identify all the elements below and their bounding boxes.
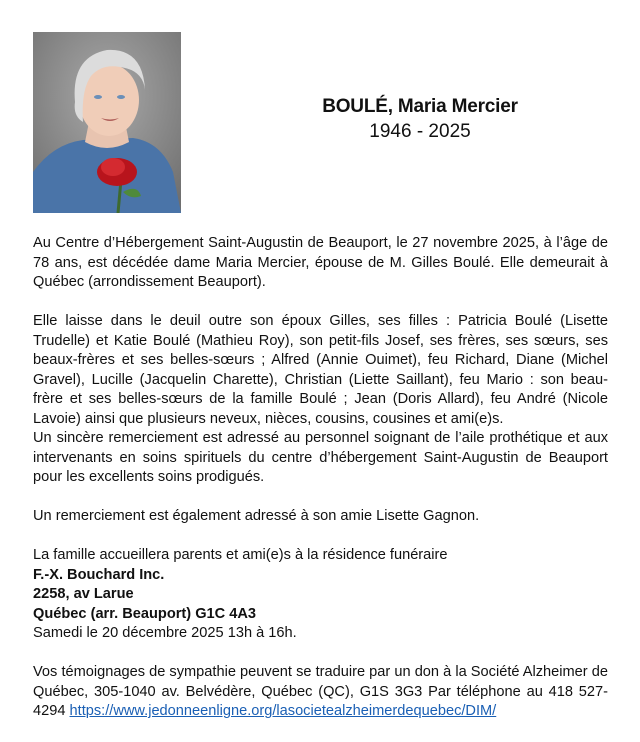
donation-link[interactable]: https://www.jedonneenligne.org/lasocietealzheimerdequebec/DIM/ <box>69 703 497 719</box>
visitation-intro: La famille accueillera parents et ami(e)s à la résidence funéraire <box>33 547 448 563</box>
thanks-paragraph: Un sincère remerciement est adressé au personnel soignant de l’aile prothétique et aux intervenants en soins spirituels du centre d’hébergement Saint-Augustin de Beauport pour les excellents soins prodigués. <box>33 430 608 485</box>
death-notice-paragraph: Au Centre d’Hébergement Saint-Augustin de Beauport, le 27 novembre 2025, à l’âge de 78 ans, est décédée dame Maria Mercier, épouse de M. Gilles Boulé. Elle demeurait à Québec (arrondissement Beauport). <box>33 235 608 290</box>
funeral-home-city: Québec (arr. Beauport) G1C 4A3 <box>33 605 257 622</box>
deceased-name: BOULÉ, Maria Mercier <box>322 96 518 117</box>
donations-paragraph <box>33 663 608 722</box>
obituary-body <box>33 234 608 722</box>
donations-text: Vos témoignages de sympathie peuvent se traduire par un don à la Société Alzheimer de Québec, 305-1040 av. Belvédère, Québec (QC), G1S 3G3 Par téléphone au 418 527-4294 <box>33 664 608 719</box>
portrait-photo <box>33 32 181 213</box>
funeral-home-name: F.-X. Bouchard Inc. <box>33 566 165 583</box>
life-dates: 1946 - 2025 <box>369 121 471 142</box>
obituary-header <box>270 95 570 145</box>
funeral-home-address: 2258, av Larue <box>33 586 134 602</box>
survivors-paragraph: Elle laisse dans le deuil outre son époux Gilles, ses filles : Patricia Boulé (Lisette Trudelle) et Katie Boulé (Mathieu Roy), son petit-fils Josef, ses frères, ses sœurs, ses beaux-frères et ses belles-sœurs ; Alfred (Annie Ouimet), feu Richard, Diane (Michel Gravel), Lucille (Jacquelin Charette), Christian (Liette Saillant), feu Mario : son beau-frère et ses belles-sœurs de la famille Boulé ; Jean (Doris Allard), feu André (Nicole Lavoie) ainsi que plusieurs neveux, nièces, cousins, cousines et ami(e)s. <box>33 313 608 427</box>
visitation-datetime: Samedi le 20 décembre 2025 13h à 16h. <box>33 625 297 641</box>
friend-thanks-paragraph: Un remerciement est également adressé à son amie Lisette Gagnon. <box>33 508 480 524</box>
